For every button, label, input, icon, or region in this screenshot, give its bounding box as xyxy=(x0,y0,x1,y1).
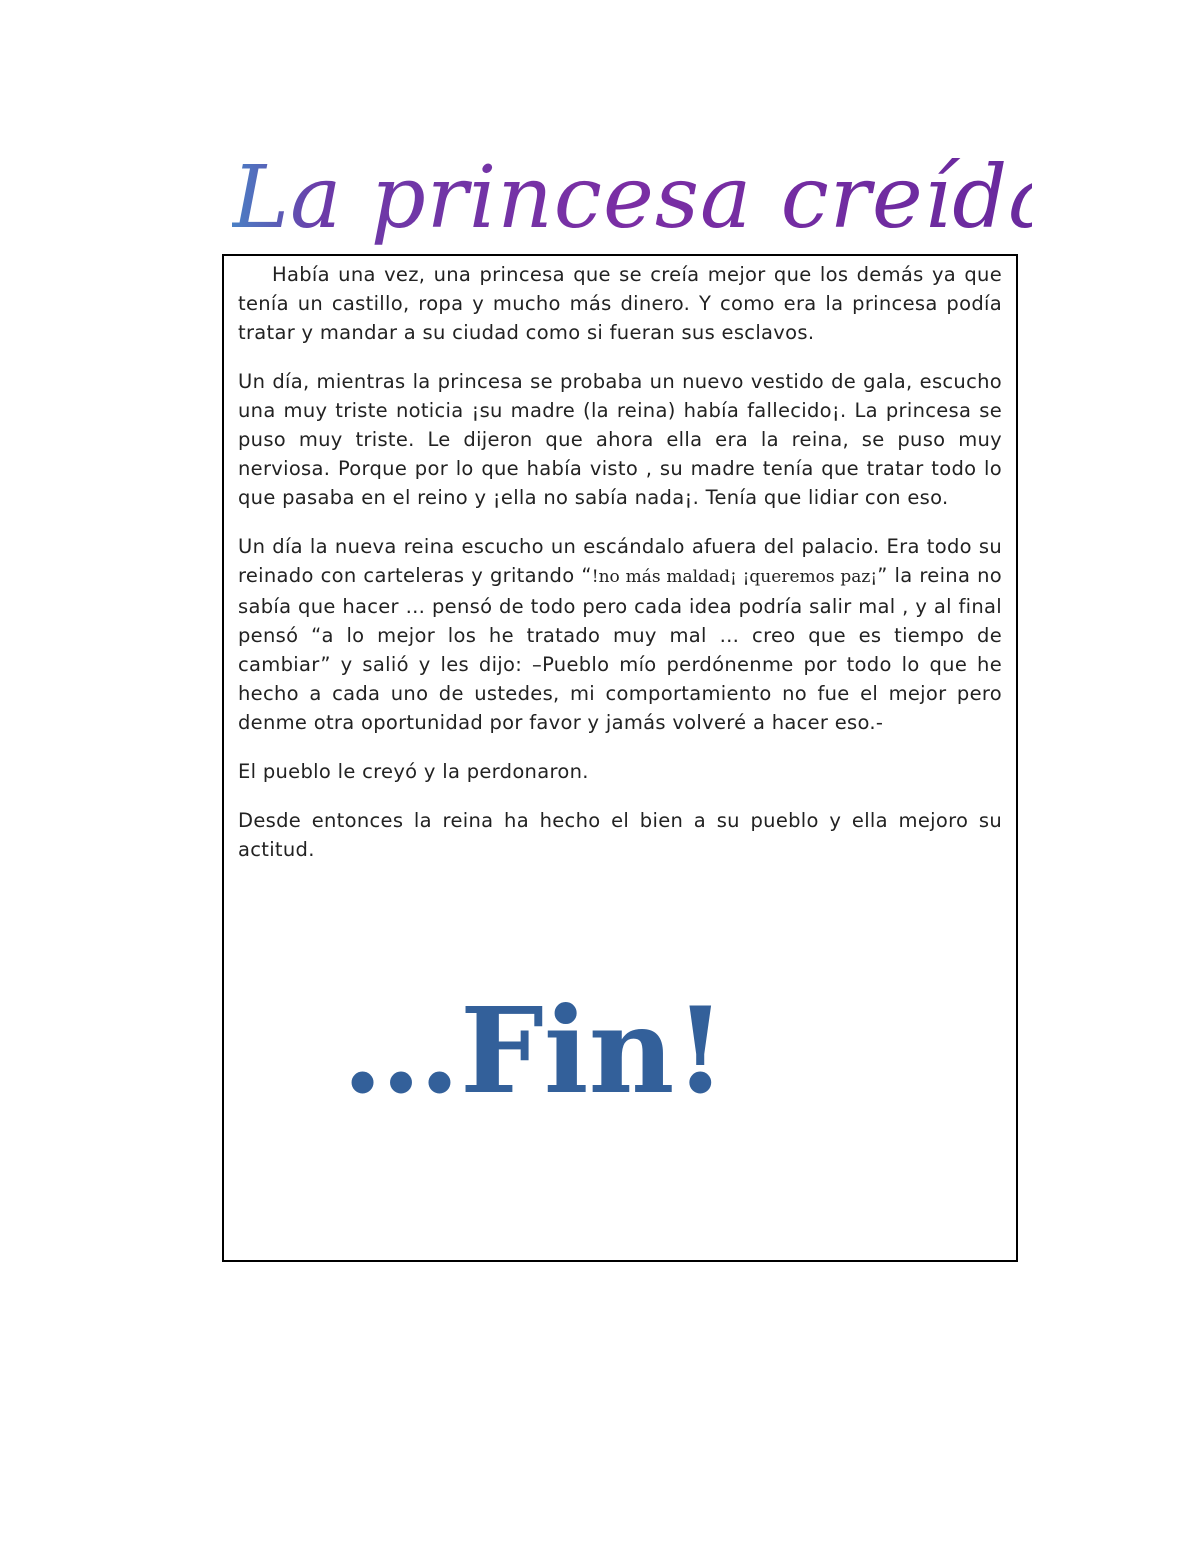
paragraph-1: Había una vez, una princesa que se creía mejor que los demás ya que tenía un castillo, ropa y mucho más dinero. Y como era la princesa podía tratar y mandar a su ciudad como si fueran sus esclavos. xyxy=(238,263,1002,344)
paragraph-3 xyxy=(238,532,1002,737)
story-box xyxy=(222,254,1018,1262)
document-title: La princesa creída: xyxy=(232,148,1091,248)
protest-shout: !no más maldad¡ ¡queremos paz¡ xyxy=(591,567,878,587)
paragraph-3-end: ” la reina no sabía que hacer … pensó de todo pero cada idea podría salir mal , y al final pensó “a lo mejor los he tratado muy mal … creo que es tiempo de cambiar” y salió y les dijo: –Pueblo mío perdónenme por todo lo que he hecho a cada uno de ustedes, mi comportamiento no fue el mejor pero denme otra oportunidad por favor y jamás volveré a hacer eso.- xyxy=(238,564,1002,734)
paragraph-3-start: Un día la nueva reina escucho un escándalo afuera del palacio. Era todo su reinado con carteleras y gritando “ xyxy=(238,535,1002,587)
ending-text: …Fin! xyxy=(342,981,727,1120)
paragraph-4: El pueblo le creyó y la perdonaron. xyxy=(238,760,589,783)
paragraph-2: Un día, mientras la princesa se probaba un nuevo vestido de gala, escucho una muy triste noticia ¡su madre (la reina) había fallecido¡. La princesa se puso muy triste. Le dijeron que ahora ella era la reina, se puso muy nerviosa. Porque por lo que había visto , su madre tenía que tratar todo lo que pasaba en el reino y ¡ella no sabía nada¡. Tenía que lidiar con eso. xyxy=(238,370,1002,509)
paragraph-5: Desde entonces la reina ha hecho el bien a su pueblo y ella mejoro su actitud. xyxy=(238,809,1002,861)
